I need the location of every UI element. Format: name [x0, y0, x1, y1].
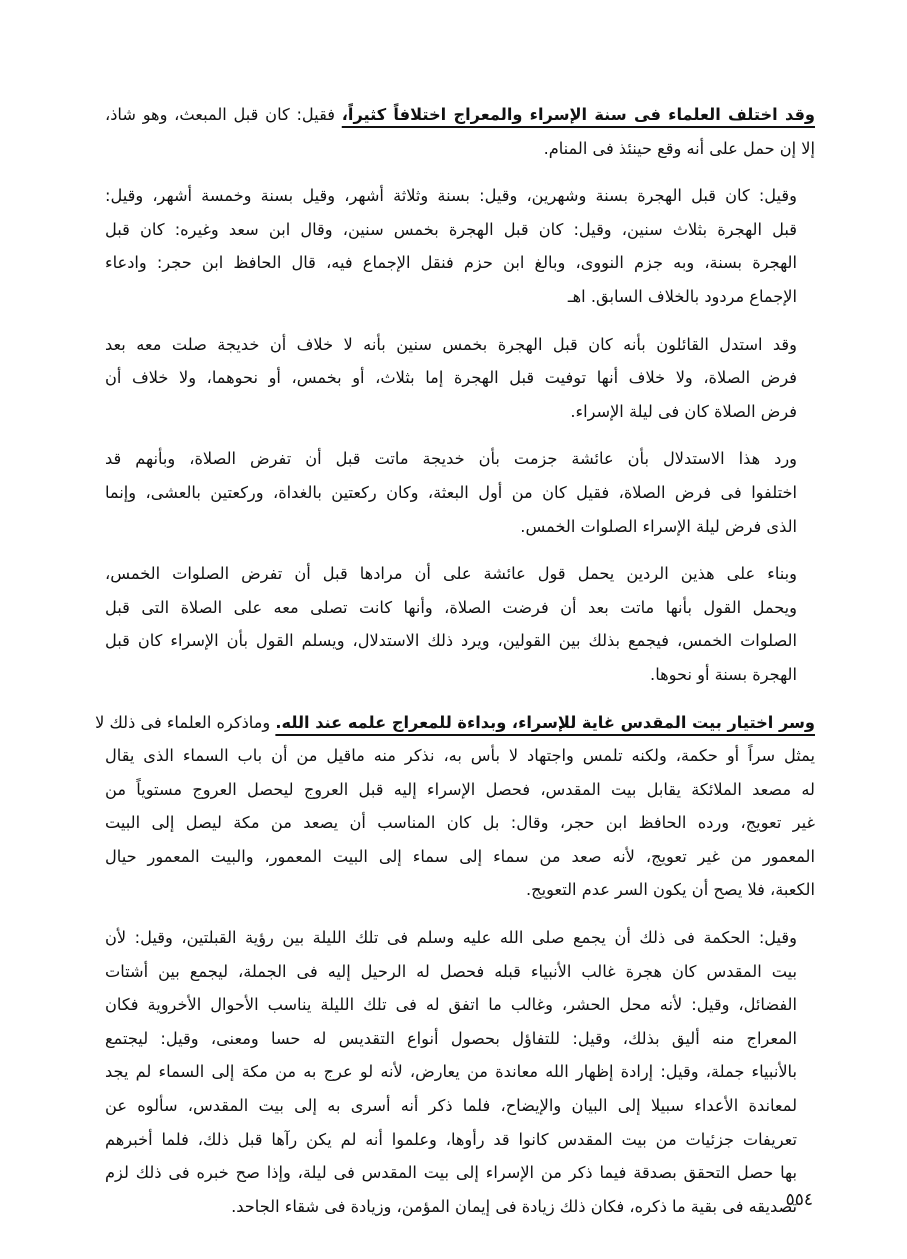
text-line: فرض الصلاة، ولا خلاف أنها توفيت قبل الهجرة إما بثلاث، أو بخمس، أو نحوهما، ولا خلاف أن: [105, 368, 797, 388]
text-line: بها حصل التحقق بصدقة فيما ذكر من الإسراء إلى بيت المقدس فى ليلة، وإذا صح خبره فى ذلك لزم: [105, 1163, 797, 1183]
text-line: بالأنبياء جملة، وقيل: إرادة إظهار الله معاندة من يعارض، لأنه لو عرج به من مكة إلى السماء لم يجد: [105, 1062, 797, 1082]
page-number: ٥٥٤: [785, 1190, 813, 1210]
text-span: وماذكره العلماء فى ذلك لا: [95, 712, 276, 732]
text-line: الذى فرض ليلة الإسراء الصلوات الخمس.: [520, 516, 797, 536]
paragraph-5: [105, 557, 815, 691]
paragraph-1: [105, 98, 815, 165]
text-line: ورد هذا الاستدلال بأن عائشة جزمت بأن خديجة ماتت قبل أن تفرض الصلاة، وبأنهم قد: [105, 449, 797, 469]
text-line: غير تعويج، ورده الحافظ ابن حجر، وقال: بل كان المناسب أن يصعد من مكة ليصل إلى البيت: [105, 813, 815, 833]
text-line: الصلوات الخمس، فيجمع بذلك بين القولين، ويرد ذلك الاستدلال، ويسلم القول بأن الإسراء كان قبل: [105, 631, 797, 651]
text-line: الهجرة بسنة، وبه جزم النووى، وبالغ ابن حزم فنقل الإجماع فيه، قال الحافظ ابن حجر: وادعاء: [105, 253, 797, 273]
text-line: إلا إن حمل على أنه وقع حينئذ فى المنام.: [543, 138, 815, 158]
text-line: الفضائل، وقيل: لأنه محل الحشر، وغالب ما اتفق له فى تلك الليلة يناسب الأحوال الأخروية فكان: [105, 995, 797, 1015]
paragraph-3: [105, 328, 815, 429]
text-line: الإجماع مردود بالخلاف السابق. اهـ: [567, 286, 797, 306]
text-line: [95, 706, 815, 740]
text-line: فرض الصلاة كان فى ليلة الإسراء.: [570, 401, 797, 421]
text-line: [105, 98, 815, 132]
paragraph-4: [105, 442, 815, 543]
text-span: فقيل: كان قبل المبعث، وهو شاذ،: [105, 105, 342, 124]
text-line: قبل الهجرة بثلاث سنين، وقيل: كان قبل الهجرة بخمس سنين، وقال ابن سعد وغيره: كان قبل: [105, 219, 797, 239]
text-line: ويحمل القول بأنها ماتت بعد أن فرضت الصلاة، وأنها كانت تصلى معه على الصلاة التى قبل: [105, 597, 797, 617]
text-line: وقيل: الحكمة فى ذلك أن يجمع صلى الله عليه وسلم فى تلك الليلة بين رؤية القبلتين، وقيل: لأن: [105, 928, 797, 948]
paragraph-6: [95, 706, 815, 908]
text-line: الهجرة بسنة أو نحوها.: [650, 664, 797, 684]
paragraph-7: [105, 921, 815, 1223]
text-line: وقد استدل القائلون بأنه كان قبل الهجرة بخمس سنين بأنه لا خلاف أن خديجة صلت معه بعد: [105, 334, 797, 354]
text-line: وقيل: كان قبل الهجرة بسنة وشهرين، وقيل: بسنة وثلاثة أشهر، وقيل بسنة وخمسة أشهر، وقيل:: [105, 186, 797, 206]
document-body: [95, 98, 815, 1237]
text-line: لمعاندة الأعداء سبيلا إلى البيان والإيضاح، فلما ذكر أنه أسرى به إلى بيت المقدس، سألوه عن: [105, 1096, 797, 1116]
paragraph-2: [105, 179, 815, 313]
section-heading: وقد اختلف العلماء فى سنة الإسراء والمعراج اختلافاً كثيراً،: [341, 105, 815, 124]
text-line: تعريفات جزئيات من بيت المقدس كانوا قد رأوها، وعلموا أنه لم يكن رآها قبل ذلك، فلما أخبرهم: [105, 1129, 797, 1149]
text-line: وبناء على هذين الردين يحمل قول عائشة على أن مرادها قبل أن تفرض الصلوات الخمس،: [105, 564, 797, 584]
text-line: اختلفوا فى فرض الصلاة، فقيل كان من أول البعثة، وكان ركعتين بالغداة، وركعتين بالعشى، وإنما: [105, 482, 797, 502]
text-line: المعراج منه أليق بذلك، وقيل: للتفاؤل بحصول أنواع التقديس له حسا ومعنى، وقيل: ليجتمع: [105, 1028, 797, 1048]
text-line: المعمور من غير تعويج، لأنه صعد من سماء إلى سماء إلى البيت المعمور، والبيت المعمور حيال: [105, 846, 815, 866]
section-heading: وسر اختيار بيت المقدس غاية للإسراء، وبداءة للمعراج علمه عند الله.: [275, 712, 815, 732]
text-line: يمثل سراً أو حكمة، ولكنه تلمس واجتهاد لا بأس به، نذكر منه ماقيل من أن باب السماء الذى يقال: [105, 746, 815, 766]
text-line: تصديقه فى بقية ما ذكره، فكان ذلك زيادة فى إيمان المؤمن، وزيادة فى شقاء الجاحد.: [231, 1196, 797, 1216]
text-line: له مصعد الملائكة يقابل بيت المقدس، فحصل الإسراء إليه قبل العروج ليحصل العروج مستوياً من: [105, 779, 815, 799]
text-line: الكعبة، فلا يصح أن يكون السر عدم التعويج.: [525, 880, 815, 900]
text-line: بيت المقدس كان هجرة غالب الأنبياء قبله فحصل له الرحيل إليه فى الجملة، ليجمع بين أشتات: [105, 961, 797, 981]
